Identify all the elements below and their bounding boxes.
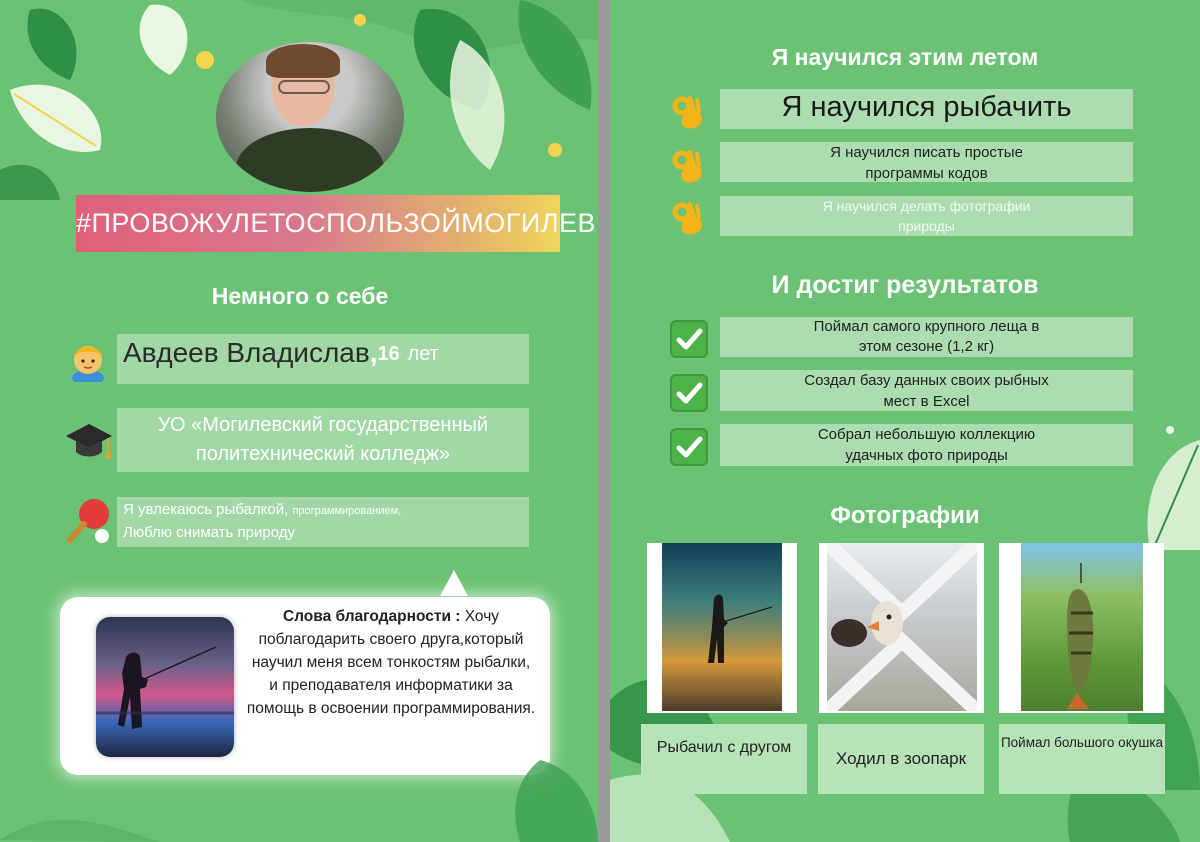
check-mark-icon <box>670 428 708 466</box>
result-line-1: Собрал небольшую коллекцию <box>817 426 1036 443</box>
gratitude-message: Хочу поблагодарить своего друга,который научил меня всем тонкостям рыбалки, и преподавателя информатики за помощь в освоении программирования. <box>246 608 536 717</box>
graduation-cap-icon <box>64 416 114 466</box>
caption-fishing: Рыбачил с другом <box>641 724 807 794</box>
right-page <box>610 0 1200 842</box>
college-field <box>117 408 529 472</box>
check-mark-icon <box>670 320 708 358</box>
learned-heading: Я научился этим летом <box>771 44 1039 70</box>
ping-pong-icon <box>64 496 114 546</box>
caption-zoo: Ходил в зоопарк <box>818 724 984 794</box>
about-heading: Немного о себе <box>211 283 389 309</box>
name-age-field <box>117 334 529 384</box>
learned-item: Я научился рыбачить <box>720 89 1133 129</box>
result-line-2: удачных фото природы <box>845 447 1008 464</box>
gratitude-label: Слова благодарности : <box>282 608 461 625</box>
hobby-fishing: Я увлекаюсь рыбалкой, <box>123 501 289 518</box>
result-item <box>720 317 1133 357</box>
age-number: 16 <box>377 343 400 365</box>
result-line-2: этом сезоне (1,2 кг) <box>858 338 995 355</box>
college-line-2: политехнический колледж» <box>195 443 451 465</box>
ok-hand-icon <box>670 146 706 184</box>
result-item <box>720 370 1133 411</box>
person-emoji-icon <box>66 338 110 382</box>
photo-perch-catch <box>999 543 1164 713</box>
hobby-programming: программированием, <box>292 505 402 517</box>
ok-hand-icon <box>670 198 706 236</box>
speech-bubble-tip <box>440 570 468 596</box>
results-heading: И достиг результатов <box>771 271 1039 299</box>
result-line-2: мест в Excel <box>883 393 970 410</box>
age-unit: лет <box>407 343 439 365</box>
photo-zoo-goose <box>819 543 984 713</box>
profile-photo <box>216 42 404 192</box>
hashtag-banner: #ПРОВОЖУЛЕТОСПОЛЬЗОЙМОГИЛЕВ <box>76 195 560 252</box>
age-comma: , <box>369 337 378 368</box>
result-item <box>720 424 1133 466</box>
fishing-silhouette-photo <box>96 617 234 757</box>
result-line-1: Поймал самого крупного леща в <box>813 318 1040 335</box>
learned-item: Я научился писать простые программы кодов <box>720 142 1133 182</box>
student-name: Авдеев Владислав <box>123 337 370 368</box>
hobby-photography: Люблю снимать природу <box>123 524 295 541</box>
ok-hand-icon <box>670 92 706 130</box>
leaf-decoration-bottom <box>0 740 598 842</box>
result-line-1: Создал базу данных своих рыбных <box>804 372 1049 389</box>
college-line-1: УО «Могилевский государственный <box>157 414 489 436</box>
caption-perch: Поймал большого окушка <box>999 724 1165 794</box>
photo-fishing-with-friend <box>647 543 797 713</box>
learned-item: Я научился делать фотографии природы <box>720 196 1133 236</box>
photos-heading: Фотографии <box>830 502 980 529</box>
hobbies-field <box>117 497 529 547</box>
gratitude-text <box>246 605 536 720</box>
left-page <box>0 0 598 842</box>
check-mark-icon <box>670 374 708 412</box>
